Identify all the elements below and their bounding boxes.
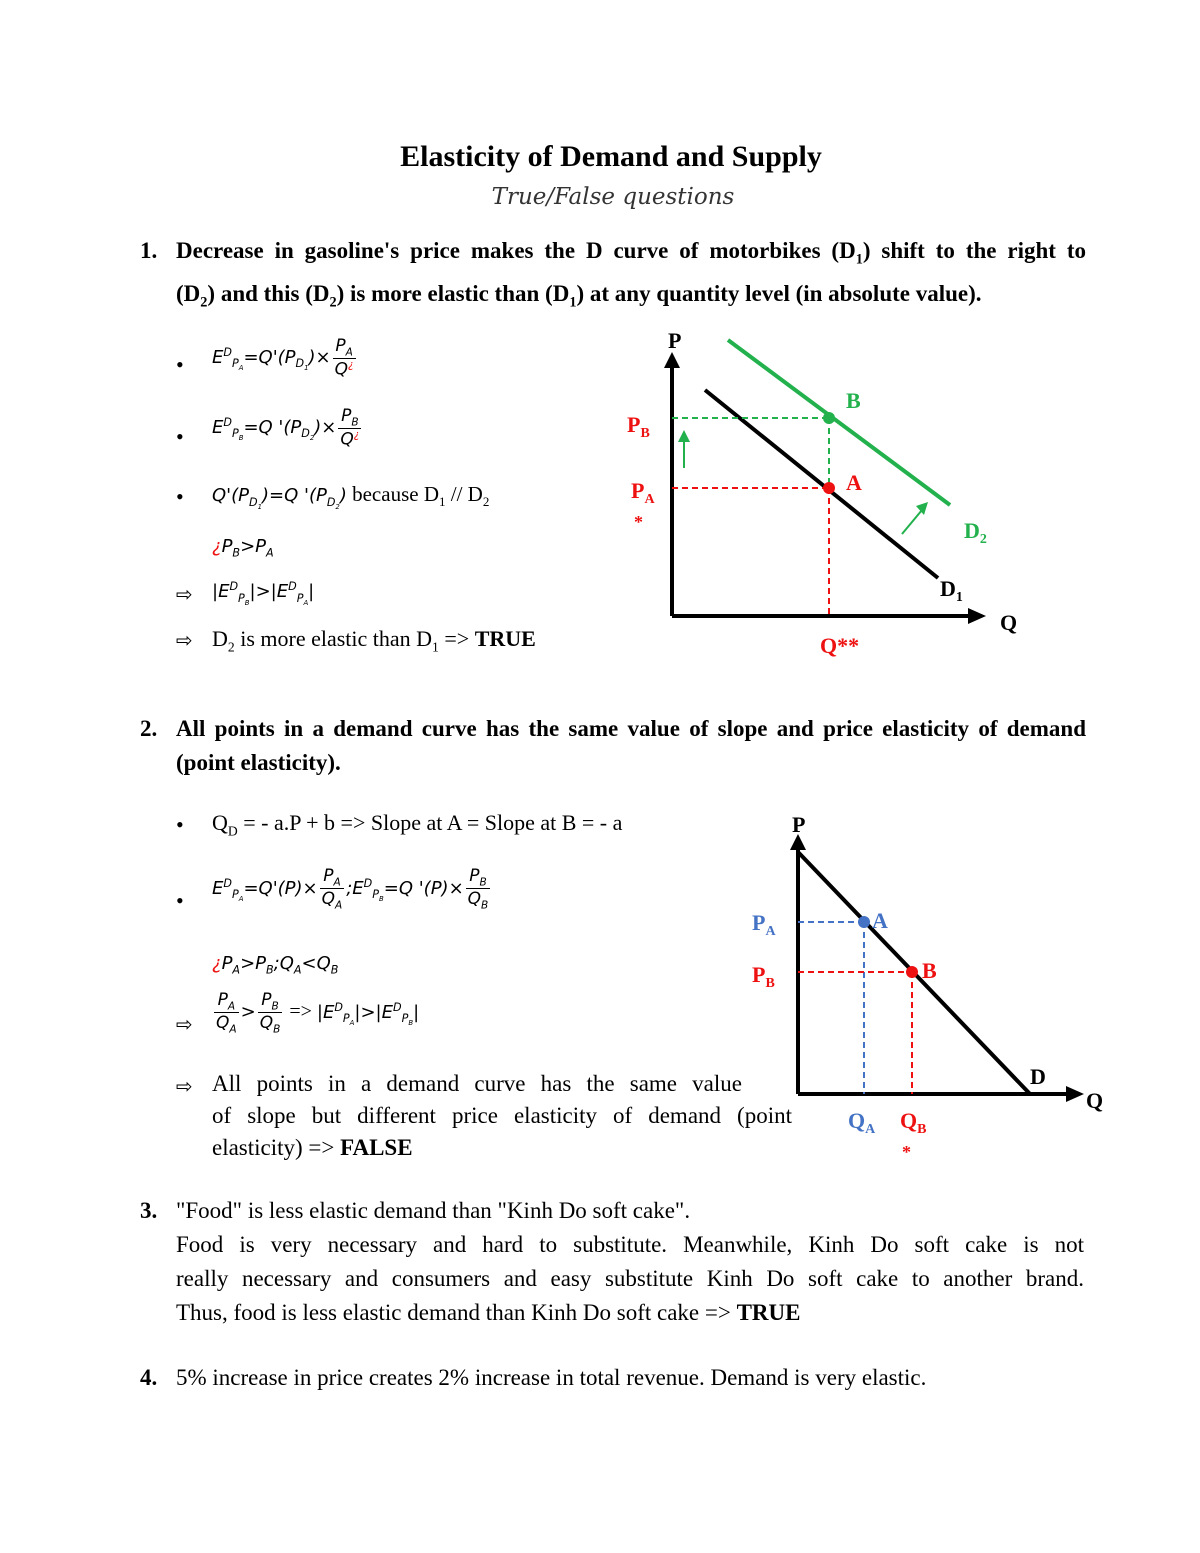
point-a-label: A — [872, 908, 888, 933]
linear-demand-slope: $Q_D$ = - a.P + b => Slope at A = Slope at B = - a — [212, 810, 623, 839]
demand-curve-d2 — [728, 340, 950, 505]
slope-equality: $Q'(P_{D_1})=Q$ '$(P_{D_2})$ because $D_1 // D_2$ — [212, 482, 490, 511]
q-axis-arrow-icon — [968, 608, 986, 624]
qa-label: $Q_A$ — [848, 1108, 876, 1137]
point-b-marker — [823, 412, 835, 424]
point-a-label: A — [846, 470, 862, 495]
shift-up-arrowhead-icon — [678, 430, 690, 442]
question-1-number: 1. — [140, 238, 158, 263]
demand-shift-chart — [600, 320, 1040, 670]
question-2-text: All points in a demand curve has the same value of slope and price elasticity of demand (point elasticity). — [176, 716, 1086, 775]
p-axis-label: P — [792, 812, 806, 837]
page-subtitle: True/False questions — [491, 184, 735, 210]
shift-right-arrowhead-icon — [916, 502, 928, 515]
implies-arrow-icon: ⇨ — [176, 582, 193, 606]
elasticity-comparison: $|E^D_{P_B}|>|E^D_{P_A}|$ — [212, 580, 315, 607]
pb-label: $P_B$ — [627, 412, 650, 441]
question-3-text: "Food" is less elastic demand than "Kinh Do soft cake". Food is very necessary and hard to substitute. Meanwhile, Kinh Do soft cake is not really necessary and consumers and easy substitute Kinh Do soft cake to another brand. Thus, food is less elastic demand than Kinh Do soft cake => TRUE — [176, 1198, 1084, 1325]
question-4-number: 4. — [140, 1365, 158, 1390]
question-4-text: 5% increase in price creates 2% increase in total revenue. Demand is very elastic. — [176, 1365, 927, 1390]
question-1-text: Decrease in gasoline's price makes the D curve of motorbikes $(D_1)$ shift to the right to $(D_2)$ and this $(D_2)$ is more elastic than $(D_1)$ at any quantity level (in absolute value). — [176, 238, 1086, 311]
implies-arrow-icon: ⇨ — [176, 1074, 193, 1098]
point-b-label: B — [922, 958, 937, 983]
page-title: Elasticity of Demand and Supply — [400, 140, 822, 173]
price-comparison: ¿$P_B>P_A$ — [212, 536, 274, 560]
shift-right-arrow-icon — [902, 510, 922, 534]
d1-label: $D_1$ — [940, 576, 963, 605]
linear-demand-chart — [740, 808, 1120, 1168]
question-2-number: 2. — [140, 716, 158, 741]
pb-label: $P_B$ — [752, 962, 775, 991]
point-b-label: B — [846, 388, 861, 413]
d2-label: $D_2$ — [964, 518, 987, 547]
q-double-star-label: Q** — [820, 633, 860, 658]
q-axis-arrow-icon — [1066, 1086, 1084, 1102]
point-a-marker — [823, 482, 835, 494]
qb-label: $Q_B$ — [900, 1108, 927, 1137]
q-axis-label: Q — [1086, 1088, 1104, 1113]
bullet-dot: • — [176, 484, 184, 509]
p-axis-label: P — [668, 328, 682, 353]
elasticity-formula-b: $E^D_{P_B}=Q$ '$(P_{D_2})\times$ $\frac{P_B}{Q^¿}$ — [212, 406, 360, 451]
elasticity-formula-a: $E^D_{P_A}=Q'(P_{D_1})\times$ $\frac{P_A}{Q^¿}$ — [212, 336, 354, 381]
bullet-dot: • — [176, 424, 184, 449]
implies-arrow-icon: ⇨ — [176, 1012, 193, 1036]
point-elasticity-formulas: $E^D_{P_A}=Q'(P)\times$ $\frac{P_A}{Q_A}$ $;E^D_{P_B}=Q$ '(P)× $\frac{P_B}{Q_B}$ — [212, 866, 489, 912]
price-quantity-comparison: ¿$P_A>P_B;Q_A<Q_B$ — [212, 953, 339, 977]
q1-conclusion: $D_2$ is more elastic than $D_1$ => TRUE — [212, 626, 536, 655]
ratio-comparison: $\frac{P_A}{Q_A}$ > $\frac{P_B}{Q_B}$ => $|E^D_{P_A}|>|E^D_{P_B}|$ — [216, 990, 420, 1036]
q-axis-label: Q — [1000, 610, 1018, 635]
pa-star: * — [634, 512, 643, 532]
demand-curve-d1 — [705, 390, 938, 578]
pa-label: $P_A$ — [631, 478, 655, 507]
bullet-dot: • — [176, 812, 184, 837]
point-b-marker — [906, 966, 918, 978]
qb-star: * — [902, 1142, 911, 1162]
bullet-dot: • — [176, 888, 184, 913]
d-label: D — [1030, 1064, 1046, 1089]
implies-arrow-icon: ⇨ — [176, 628, 193, 652]
pa-label: $P_A$ — [752, 910, 776, 939]
q2-conclusion: All points in a demand curve has the same value of slope but different price elasticity of demand (point elasticity) => FALSE — [212, 1071, 792, 1160]
p-axis-arrow-icon — [664, 352, 680, 368]
question-3-number: 3. — [140, 1198, 158, 1223]
bullet-dot: • — [176, 352, 184, 377]
point-a-marker — [858, 916, 870, 928]
